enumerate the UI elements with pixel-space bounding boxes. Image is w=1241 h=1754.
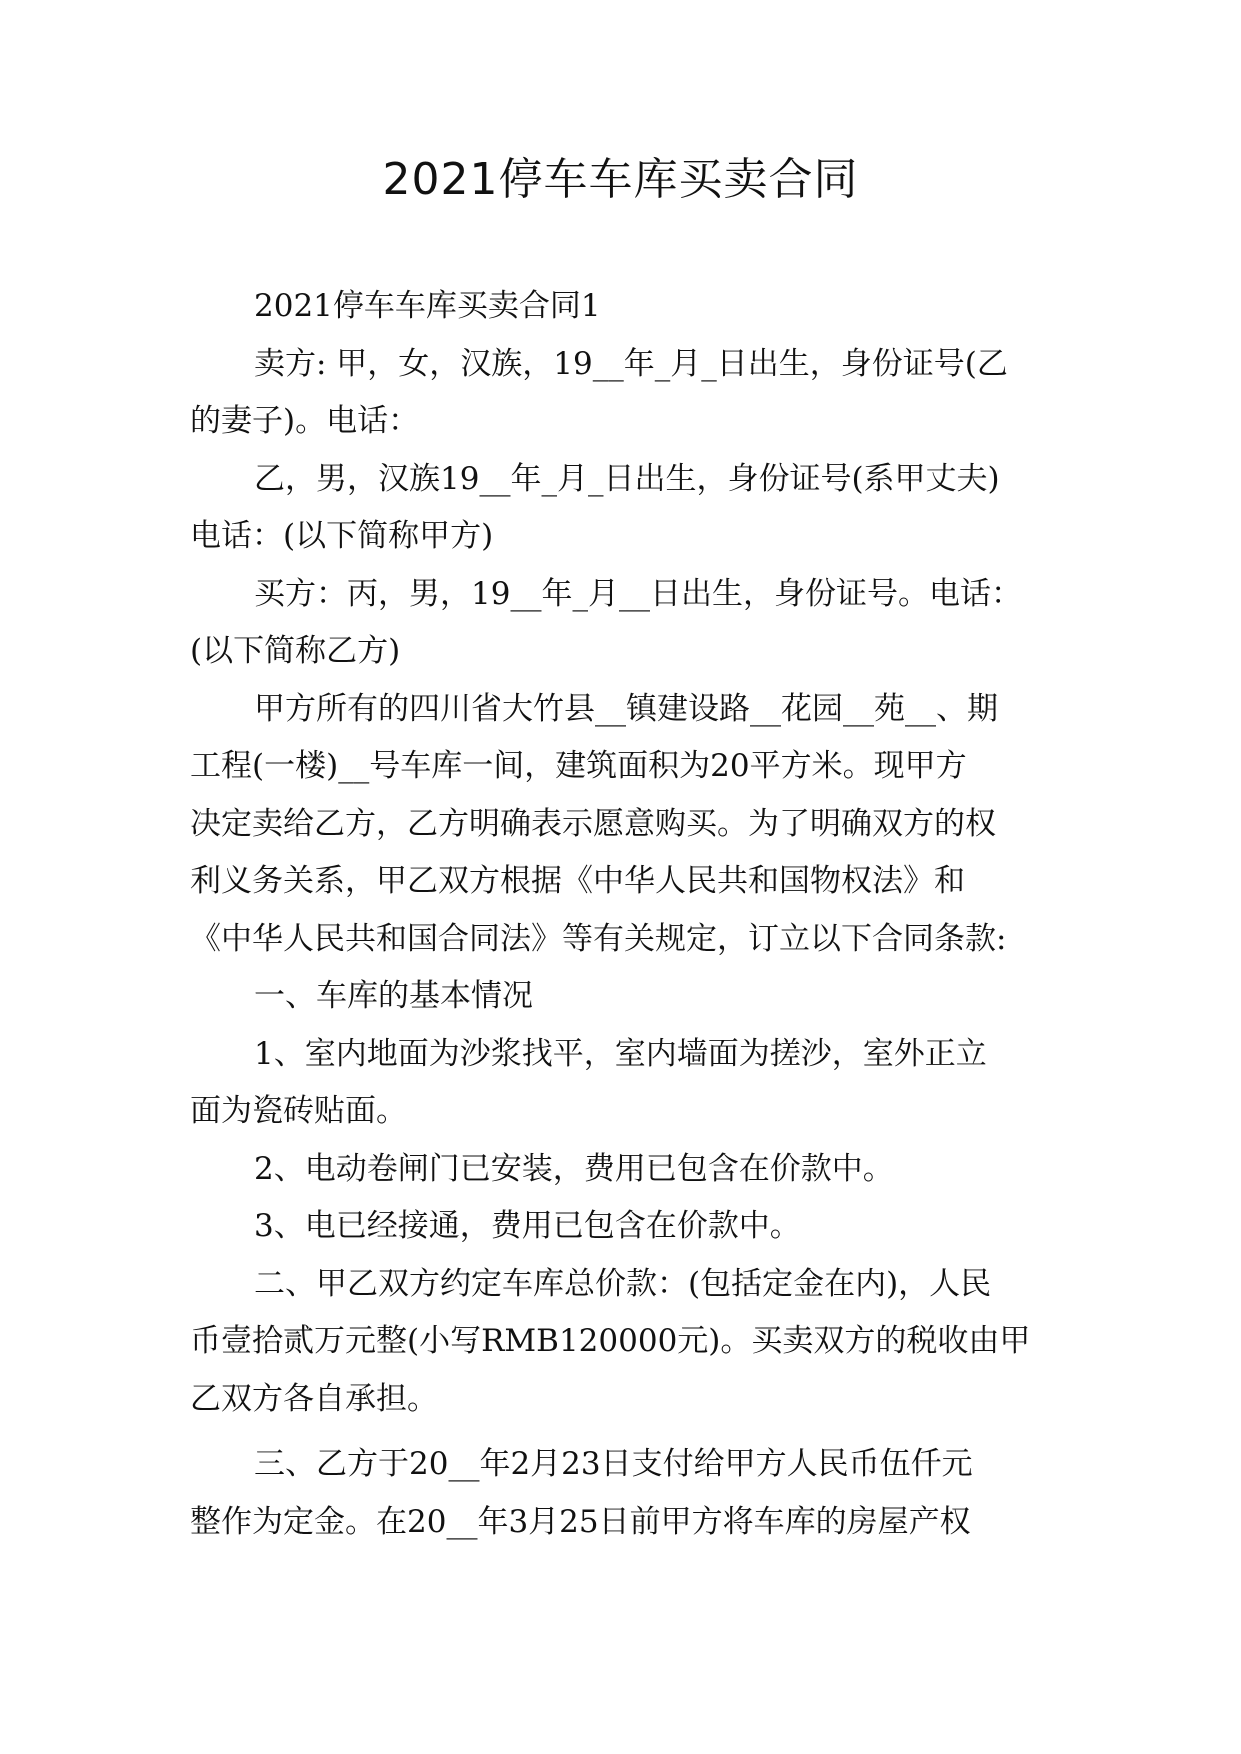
section-2-line: 二、甲乙双方约定车库总价款：(包括定金在内)，人民 [254, 1265, 992, 1302]
section-heading-1: 一、车库的基本情况 [254, 978, 533, 1014]
seller-spouse-line-cont: 电话：(以下简称甲方) [190, 518, 494, 554]
document-title: 2021停车车库买卖合同 [382, 154, 859, 205]
clause-1-line: 1、室内地面为沙浆找平，室内墙面为搓沙，室外正立 [254, 1035, 987, 1072]
buyer-line-cont: (以下简称乙方) [190, 633, 401, 669]
buyer-line: 买方：丙，男，19__年_月__日出生，身份证号。电话： [254, 575, 1022, 612]
document-body [190, 278, 1054, 1551]
seller-line: 卖方: 甲，女，汉族，19__年_月_日出生，身份证号(乙 [254, 345, 1008, 382]
section-2-line-cont: 币壹拾贰万元整(小写RMB120000元)。买卖双方的税收由甲 [190, 1323, 1031, 1359]
clause-1-line-cont: 面为瓷砖贴面。 [190, 1093, 407, 1129]
property-paragraph-line: 《中华人民共和国合同法》等有关规定，订立以下合同条款: [190, 920, 1007, 957]
property-paragraph-line: 工程(一楼)__号车库一间，建筑面积为20平方米。现甲方 [190, 748, 967, 784]
seller-spouse-line: 乙，男，汉族19__年_月_日出生，身份证号(系甲丈夫) [254, 460, 1000, 497]
section-3-line-cont: 整作为定金。在20__年3月25日前甲方将车库的房屋产权 [190, 1503, 971, 1540]
subtitle-line: 2021停车车库买卖合同1 [254, 288, 601, 324]
section-2-line-cont: 乙双方各自承担。 [190, 1380, 438, 1417]
property-paragraph-line: 甲方所有的四川省大竹县__镇建设路__花园__苑__、期 [254, 690, 998, 727]
seller-line-cont: 的妻子)。电话： [190, 403, 420, 439]
property-paragraph-line: 利义务关系，甲乙双方根据《中华人民共和国物权法》和 [190, 863, 965, 899]
clause-2-line: 2、电动卷闸门已安装，费用已包含在价款中。 [254, 1150, 894, 1187]
property-paragraph-line: 决定卖给乙方，乙方明确表示愿意购买。为了明确双方的权 [190, 805, 996, 842]
section-3-line: 三、乙方于20__年2月23日支付给甲方人民币伍仟元 [254, 1446, 973, 1482]
clause-3-line: 3、电已经接通，费用已包含在价款中。 [254, 1208, 801, 1244]
